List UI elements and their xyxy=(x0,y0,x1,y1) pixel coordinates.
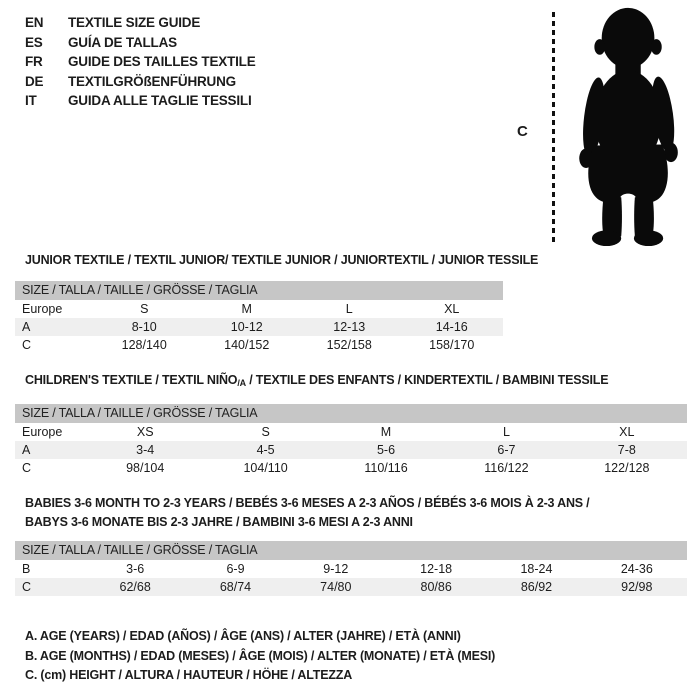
language-row-es xyxy=(25,33,256,53)
size-table-header: SIZE / TALLA / TAILLE / GRÖSSE / TAGLIA xyxy=(15,281,503,300)
table-cell: 6-7 xyxy=(497,443,516,457)
language-code: IT xyxy=(25,93,37,109)
babies-section-title xyxy=(25,494,589,532)
table-row-age xyxy=(15,318,503,336)
language-label: GUIDE DES TAILLES TEXTILE xyxy=(68,54,256,70)
language-row-en xyxy=(25,13,256,33)
table-row-age xyxy=(15,441,687,459)
table-cell: L xyxy=(502,425,510,439)
children-size-table xyxy=(15,404,687,477)
table-cell: 104/110 xyxy=(243,461,288,475)
table-cell: 80/86 xyxy=(420,580,452,594)
height-measure-dashed-line xyxy=(552,12,555,246)
table-cell: S xyxy=(140,302,149,316)
table-cell: 116/122 xyxy=(484,461,529,475)
language-label: TEXTILGRÖßENFÜHRUNG xyxy=(68,73,236,89)
language-code: EN xyxy=(25,15,44,31)
table-row-europe xyxy=(15,300,503,318)
language-code: ES xyxy=(25,34,43,50)
title-subscript: /A xyxy=(237,378,246,388)
language-row-it xyxy=(25,91,256,111)
legend-line-a: A. AGE (YEARS) / EDAD (AÑOS) / ÂGE (ANS) / ALTER (JAHRE) / ETÀ (ANNI) xyxy=(25,629,461,643)
row-label: C xyxy=(22,338,32,352)
table-cell: 14-16 xyxy=(435,320,468,334)
language-row-de xyxy=(25,72,256,92)
table-cell: 152/158 xyxy=(326,338,372,352)
table-cell: 8-10 xyxy=(131,320,157,334)
table-row-height xyxy=(15,459,687,477)
language-code: DE xyxy=(25,73,44,89)
table-cell: 110/116 xyxy=(364,461,408,475)
table-cell: 86/92 xyxy=(520,580,553,594)
row-label: Europe xyxy=(22,302,63,316)
table-cell: 122/128 xyxy=(604,461,650,475)
table-cell: XL xyxy=(444,302,460,316)
table-cell: 7-8 xyxy=(617,443,636,457)
table-cell: 4-5 xyxy=(256,443,275,457)
table-row-age-months xyxy=(15,560,687,578)
table-cell: XS xyxy=(136,425,154,439)
table-cell: XL xyxy=(619,425,635,439)
table-row-europe xyxy=(15,423,687,441)
legend-line-c: C. (cm) HEIGHT / ALTURA / HAUTEUR / HÖHE / ALTEZZA xyxy=(25,668,353,682)
table-cell: 12-18 xyxy=(420,562,453,576)
table-cell: 3-4 xyxy=(136,443,155,457)
table-cell: 68/74 xyxy=(219,580,252,594)
row-label: A xyxy=(22,443,31,457)
row-label: C xyxy=(22,461,32,475)
table-cell: 98/104 xyxy=(126,461,165,475)
row-label: Europe xyxy=(22,425,63,439)
size-table-header: SIZE / TALLA / TAILLE / GRÖSSE / TAGLIA xyxy=(15,541,687,560)
title-line-1: BABIES 3-6 MONTH TO 2-3 YEARS / BEBÉS 3-6 MESES A 2-3 AÑOS / BÉBÉS 3-6 MOIS À 2-3 ANS / xyxy=(25,496,590,510)
table-cell: 12-13 xyxy=(333,320,366,334)
table-cell: S xyxy=(261,425,270,439)
table-cell: 18-24 xyxy=(520,562,553,576)
table-cell: M xyxy=(241,302,252,316)
table-cell: 128/140 xyxy=(121,338,167,352)
row-label: B xyxy=(22,562,31,576)
junior-section-title: JUNIOR TEXTILE / TEXTIL JUNIOR/ TEXTILE JUNIOR / JUNIORTEXTIL / JUNIOR TESSILE xyxy=(25,253,539,267)
row-label: A xyxy=(22,320,31,334)
table-cell: 140/152 xyxy=(224,338,270,352)
table-cell: 3-6 xyxy=(126,562,145,576)
children-section-title xyxy=(25,371,608,393)
table-row-height xyxy=(15,336,503,354)
language-row-fr xyxy=(25,52,256,72)
table-cell: 5-6 xyxy=(376,443,396,457)
row-label: C xyxy=(22,580,32,594)
language-list xyxy=(25,13,256,111)
table-cell: 6-9 xyxy=(226,562,245,576)
table-cell: L xyxy=(345,302,353,316)
size-table-header: SIZE / TALLA / TAILLE / GRÖSSE / TAGLIA xyxy=(15,404,687,423)
legend-line-b: B. AGE (MONTHS) / EDAD (MESES) / ÂGE (MOIS) / ALTER (MONATE) / ETÀ (MESI) xyxy=(25,648,496,663)
table-cell: 62/68 xyxy=(119,580,151,594)
language-label: TEXTILE SIZE GUIDE xyxy=(68,15,201,31)
table-cell: 10-12 xyxy=(230,320,263,334)
table-cell: 92/98 xyxy=(621,580,653,594)
babies-size-table xyxy=(15,541,687,596)
table-cell: 74/80 xyxy=(320,580,352,594)
title-line-2: BABYS 3-6 MONATE BIS 2-3 JAHRE / BAMBINI 3-6 MESI A 2-3 ANNI xyxy=(25,515,413,529)
junior-size-table xyxy=(15,281,503,354)
table-row-height xyxy=(15,578,687,596)
table-cell: M xyxy=(380,425,392,439)
table-cell: 24-36 xyxy=(620,562,653,576)
language-label: GUIDA ALLE TAGLIE TESSILI xyxy=(68,93,252,109)
table-cell: 9-12 xyxy=(323,562,349,576)
title-part: CHILDREN'S TEXTILE / TEXTIL NIÑO xyxy=(25,373,238,387)
title-part: / TEXTILE DES ENFANTS / KINDERTEXTIL / BAMBINI TESSILE xyxy=(245,373,609,387)
language-label: GUÍA DE TALLAS xyxy=(68,34,177,50)
table-cell: 158/170 xyxy=(429,338,475,352)
height-measure-label: C xyxy=(517,123,528,140)
measurement-legend xyxy=(25,627,495,686)
baby-silhouette-icon xyxy=(566,4,694,248)
language-code: FR xyxy=(25,54,43,70)
